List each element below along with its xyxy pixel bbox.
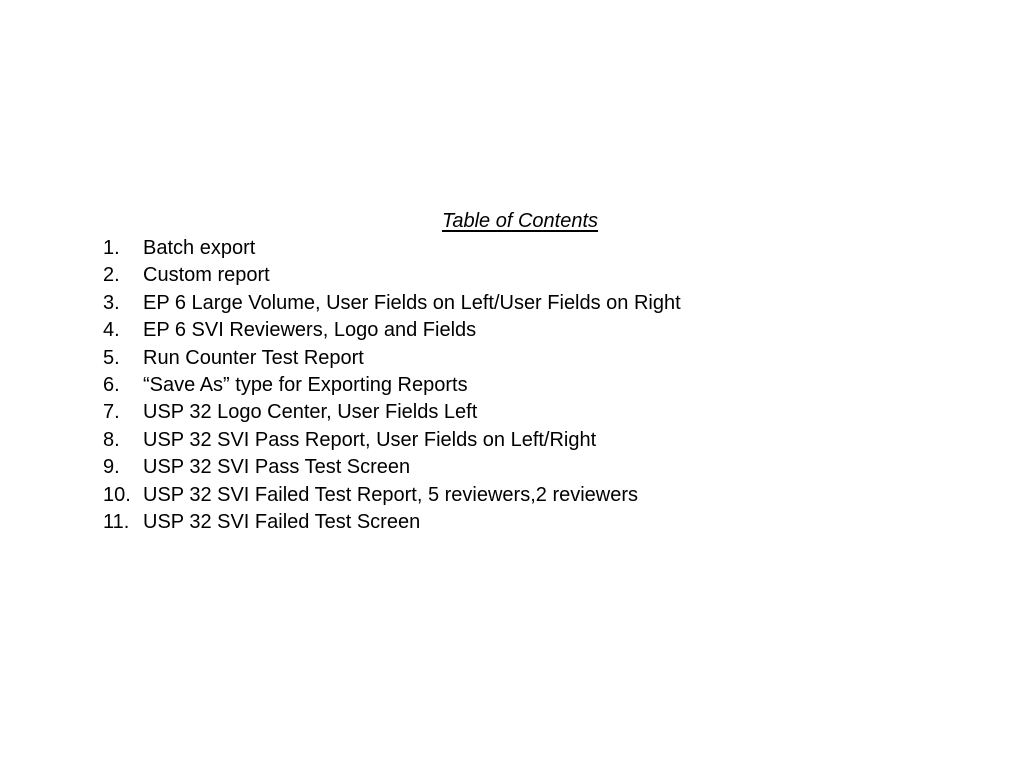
toc-item-number: 3. — [103, 291, 120, 314]
toc-item — [103, 262, 681, 289]
toc-item-number: 8. — [103, 428, 120, 451]
toc-item-number: 6. — [103, 373, 120, 396]
toc-item-number: 11. — [103, 510, 130, 533]
toc-item — [103, 345, 681, 372]
toc-item — [103, 482, 681, 509]
toc-item — [103, 235, 681, 262]
toc-item-text: USP 32 SVI Pass Report, User Fields on Left/Right — [143, 428, 597, 451]
toc-item-text: Run Counter Test Report — [143, 346, 364, 369]
toc-item — [103, 317, 681, 344]
toc-list — [103, 235, 681, 536]
toc-item-text: “Save As” type for Exporting Reports — [143, 373, 468, 396]
toc-item-text: Custom report — [143, 264, 270, 287]
toc-item-number: 5. — [103, 346, 120, 369]
toc-item-number: 10. — [103, 483, 131, 506]
toc-item — [103, 372, 681, 399]
toc-item-text: USP 32 SVI Failed Test Screen — [143, 510, 421, 533]
toc-title: Table of Contents — [441, 210, 599, 232]
toc-item — [103, 290, 681, 317]
toc-item — [103, 399, 681, 426]
toc-item-number: 7. — [103, 401, 120, 424]
toc-item-text: Batch export — [143, 237, 256, 259]
toc-item-text: EP 6 Large Volume, User Fields on Left/User Fields on Right — [143, 291, 681, 314]
toc-item-number: 1. — [103, 237, 120, 259]
toc-item-number: 2. — [103, 264, 120, 287]
toc-item — [103, 454, 681, 481]
toc-item-number: 9. — [103, 456, 120, 479]
toc-item — [103, 509, 681, 536]
toc-item-text: EP 6 SVI Reviewers, Logo and Fields — [143, 319, 477, 342]
toc-item-text: USP 32 Logo Center, User Fields Left — [143, 401, 478, 424]
toc-item — [103, 427, 681, 454]
toc-item-number: 4. — [103, 319, 120, 342]
toc-item-text: USP 32 SVI Pass Test Screen — [143, 456, 411, 479]
toc-item-text: USP 32 SVI Failed Test Report, 5 reviewers,2 reviewers — [143, 483, 639, 506]
